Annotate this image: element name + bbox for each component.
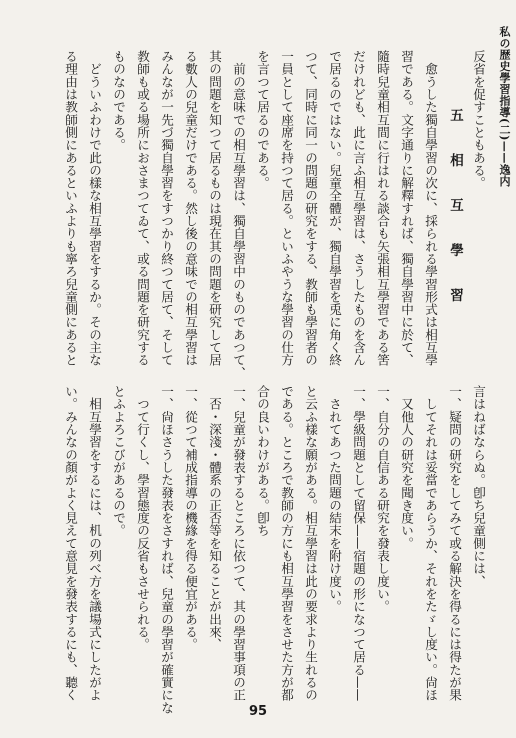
upper-column: 其の問題を知つて居るものは現在其の問題を研究して居 (207, 50, 222, 367)
lower-column: 否・深淺・體系の正否等を知ることが出來、 (207, 385, 222, 651)
upper-column: 教師も或る場所におさまつてゐて、或る問題を研究する (135, 50, 150, 367)
lower-column: つて行くし、學習態度の反省もさせられる。 (135, 385, 150, 651)
lower-column: 合の良いわけがある。卽ち (255, 385, 270, 537)
lower-column: してそれは妥當であらうか、それをたゞし度い。尙ほ (423, 385, 438, 702)
lower-column: 又他人の研究を聞き度い。 (399, 385, 414, 550)
upper-column: みんなが一先づ獨自學習をすつかり終つて居て、そして (159, 50, 174, 367)
lower-column: 一、尙ほさうした發表をさすれば、兒童の學習が確實にな (159, 385, 174, 714)
upper-column: を言つて居るのである。 (255, 50, 270, 190)
running-header: 私の歴史學習指導(二)——逸内 (498, 26, 511, 187)
upper-column: る數人の兒童だけである。然し後の意味での相互學習は (183, 50, 198, 367)
upper-column: 前の意味での相互學習は、獨自學習中のものであつて、 (231, 50, 246, 379)
section-heading: 五 相 互 學 習 (447, 108, 463, 311)
lower-column: 一、疑問の研究をしてみて或る解決を得るには得たが果 (447, 385, 462, 702)
upper-column: どういふわけで此の樣な相互學習をするか。その主な (87, 50, 102, 367)
lower-column: 一、兒童が發表するところに依つて、其の學習事項の正 (231, 385, 246, 702)
lower-column: 相互學習をするには、机の列べ方を議場式にしたがよ (87, 385, 102, 702)
upper-column: ものなのである。 (111, 50, 126, 152)
lower-column: とふよろこびがあるので。 (111, 385, 126, 537)
lower-column: い。みんなの顏がよく見えて意見を發表するにも、聽く (63, 385, 78, 702)
upper-column: 習である。文字通りに解釋すれば、獨自學習中に於て、 (399, 50, 414, 367)
upper-column: 隨時兒童相互間に行はれる談合も矢張相互學習である筈 (375, 50, 390, 367)
lower-column: されてあつた問題の結末を附け度い。 (327, 385, 342, 613)
lower-column: と云ふ樣な願がある。相互學習は此の要求より生れるの (303, 385, 318, 702)
upper-column: だけれども、此に言ふ相互學習は、さうしたものを含ん (351, 50, 366, 367)
upper-column: 反省を促すこともある。 (471, 50, 486, 190)
lower-column: 一、自分の自信ある研究を發表し度い。 (375, 385, 390, 613)
upper-column: る理由は教師側にあるといふよりも寧ろ兒童側にあると (63, 50, 78, 367)
page-number: 95 (248, 704, 268, 719)
lower-column: 一、從つて補成指導の機緣を得る便宜がある。 (183, 385, 198, 651)
lower-column: 言はねばならぬ。卽ち兒童側には、 (471, 385, 486, 588)
column-divider (6, 377, 510, 378)
upper-column: つて、同時に同一の問題の研究をする、教師も學習者の (303, 50, 318, 367)
upper-column: で居るのではない。兒童全體が、獨自學習を兎に角く終 (327, 50, 342, 367)
upper-column: 愈うした獨自學習の次に、採られる學習形式は相互學 (423, 50, 438, 367)
lower-column: 一、學級問題として留保——宿題の形になつて居る—— (351, 385, 366, 702)
lower-column: である。ところで教師の方にも相互學習をさせた方が都 (279, 385, 294, 702)
upper-column: 一員として座席を持つて居る。といふやうな學習の仕方 (279, 50, 294, 367)
